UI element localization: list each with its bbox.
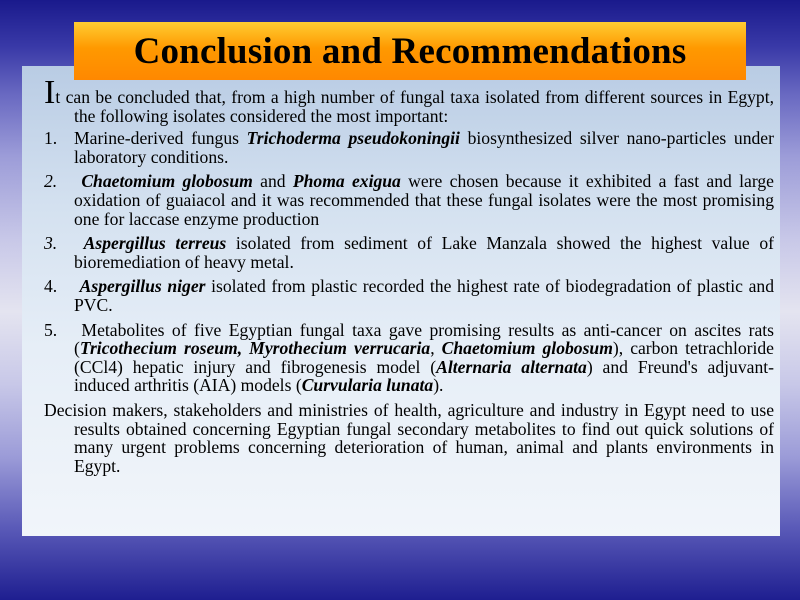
item-number: 1. xyxy=(44,128,58,149)
item-text: ). xyxy=(433,375,444,396)
item-number: 5. xyxy=(44,319,58,340)
species-name: Trichoderma pseudokoningii xyxy=(246,128,460,149)
species-name: Tricothecium roseum, Myrothecium verrucaria xyxy=(79,338,431,359)
intro-paragraph xyxy=(44,74,774,126)
item-text: , xyxy=(430,338,442,359)
species-name: Phoma exigua xyxy=(292,171,401,192)
item-text: were chosen because it exhibited a fast and large oxidation of guaiacol and it was recommended that these fungal isolates were the most promising one for laccase enzyme production xyxy=(74,171,774,229)
item-text: Metabolites of five Egyptian fungal taxa gave promising results as anti-cancer on ascites rats ( xyxy=(74,319,774,359)
species-name: Aspergillus niger xyxy=(79,276,206,297)
list-item-4 xyxy=(44,277,774,314)
species-name: Chaetomium globosum xyxy=(441,338,613,359)
item-text: and xyxy=(252,171,293,192)
item-text: Marine-derived fungus xyxy=(74,128,247,149)
item-text: ) and Freund's adjuvant-induced arthritis (AIA) models ( xyxy=(74,356,774,396)
item-number: 4. xyxy=(44,276,58,297)
item-text: isolated from sediment of Lake Manzala showed the highest value of bioremediation of heavy metal. xyxy=(74,233,775,272)
title-banner xyxy=(74,22,746,80)
item-number: 2. xyxy=(44,171,58,192)
list-item-3 xyxy=(44,234,774,271)
drop-cap: I xyxy=(44,74,56,111)
item-number: 3. xyxy=(44,233,58,254)
closing-paragraph: Decision makers, stakeholders and ministries of health, agriculture and industry in Egypt need to use results obtained concerning Egyptian fungal secondary metabolites to find out quick solutions of many urgent problems concerning deterioration of human, animal and plants environments in Egypt. xyxy=(44,399,774,476)
item-text: ), carbon tetrachloride (CCl4) hepatic injury and fibrogenesis model ( xyxy=(74,338,774,377)
slide-title: Conclusion and Recommendations xyxy=(133,30,687,72)
list-item-2 xyxy=(44,172,774,228)
item-text: biosynthesized silver nano-particles under laboratory conditions. xyxy=(74,128,774,167)
slide-content xyxy=(44,74,775,476)
list-item-1 xyxy=(44,129,774,166)
species-name: Chaetomium globosum xyxy=(81,171,253,192)
item-text xyxy=(74,233,84,253)
intro-text: t can be concluded that, from a high number of fungal taxa isolated from different sources in Egypt, the following isolates considered the most important: xyxy=(55,87,774,126)
species-name: Alternaria alternata xyxy=(436,356,587,377)
item-text: isolated from plastic recorded the highest rate of biodegradation of plastic and PVC. xyxy=(74,276,775,315)
species-name: Aspergillus terreus xyxy=(83,233,227,254)
list-item-5 xyxy=(44,321,774,395)
species-name: Curvularia lunata xyxy=(301,375,434,396)
